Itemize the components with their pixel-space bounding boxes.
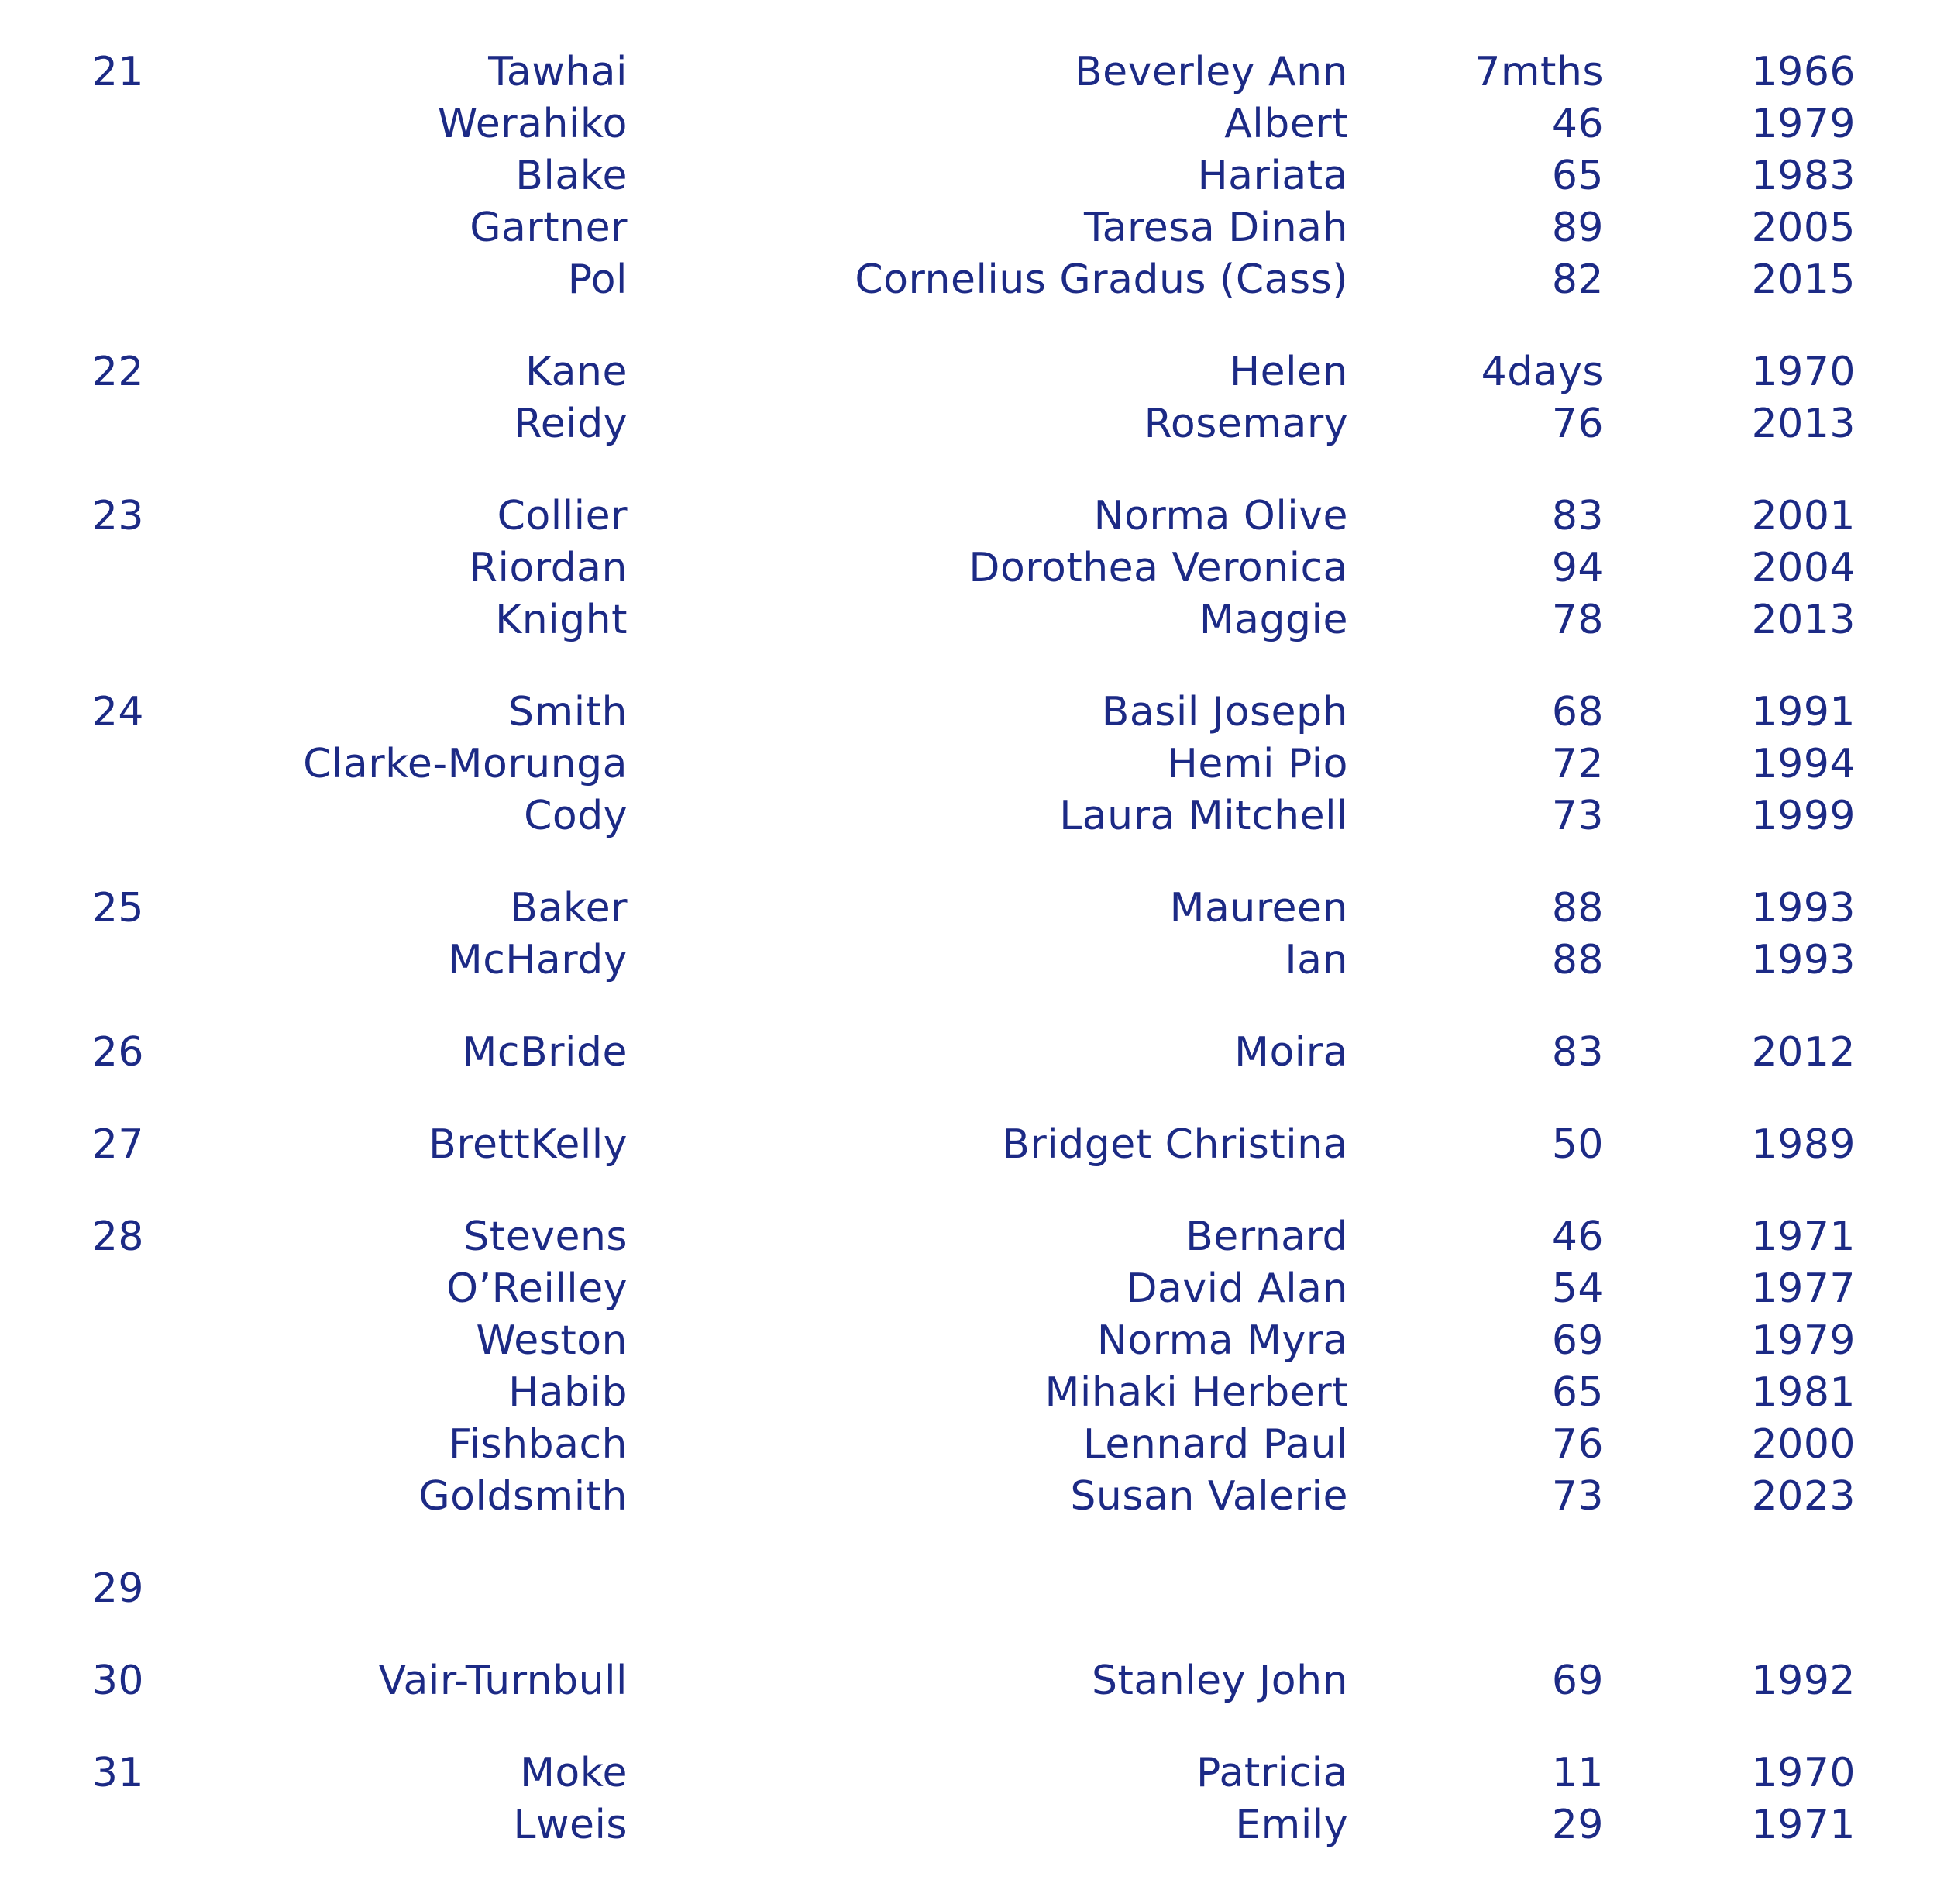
- given-names: Norma Olive: [1093, 493, 1348, 539]
- register-row: [0, 150, 1937, 202]
- given-names: Susan Valerie: [1070, 1473, 1348, 1520]
- given-names: Patricia: [1196, 1750, 1348, 1796]
- surname: Werahiko: [437, 101, 628, 147]
- age: 65: [1551, 153, 1604, 199]
- surname: Knight: [495, 597, 628, 643]
- given-names: Helen: [1230, 349, 1348, 395]
- year-of-death: 2012: [1751, 1029, 1856, 1076]
- surname: Pol: [567, 257, 628, 303]
- age: 88: [1551, 937, 1604, 983]
- day-group: [0, 491, 1937, 646]
- given-names: Lennard Paul: [1082, 1421, 1348, 1468]
- surname: Kane: [525, 349, 628, 395]
- age: 76: [1551, 1421, 1604, 1468]
- register-row: [0, 254, 1937, 306]
- register-row: [0, 1655, 1937, 1707]
- surname: Reidy: [514, 401, 628, 447]
- age: 72: [1551, 741, 1604, 787]
- age: 29: [1551, 1802, 1604, 1848]
- day-number: 27: [91, 1121, 144, 1168]
- register-row: [0, 1419, 1937, 1471]
- age: 88: [1551, 885, 1604, 931]
- given-names: Albert: [1224, 101, 1348, 147]
- year-of-death: 1993: [1751, 937, 1856, 983]
- year-of-death: 1970: [1751, 349, 1856, 395]
- year-of-death: 1999: [1751, 793, 1856, 839]
- register-row: [0, 1211, 1937, 1263]
- surname: Gartner: [470, 205, 628, 251]
- age: 83: [1551, 493, 1604, 539]
- day-number: 31: [91, 1750, 144, 1796]
- age: 83: [1551, 1029, 1604, 1076]
- year-of-death: 2013: [1751, 597, 1856, 643]
- register-row: [0, 1563, 1937, 1615]
- given-names: David Alan: [1126, 1265, 1348, 1312]
- register-row: [0, 398, 1937, 450]
- register-row: [0, 1027, 1937, 1079]
- given-names: Cornelius Gradus (Cass): [855, 257, 1348, 303]
- day-number: 30: [91, 1658, 144, 1704]
- register-row: [0, 883, 1937, 935]
- register-row: [0, 739, 1937, 790]
- register-row: [0, 542, 1937, 594]
- year-of-death: 1970: [1751, 1750, 1856, 1796]
- year-of-death: 1993: [1751, 885, 1856, 931]
- given-names: Dorothea Veronica: [968, 545, 1348, 591]
- day-number: 21: [91, 49, 144, 95]
- year-of-death: 1979: [1751, 1317, 1856, 1364]
- day-group: [0, 1655, 1937, 1707]
- register-row: [0, 346, 1937, 398]
- age: 4days: [1481, 349, 1604, 395]
- surname: Vair-Turnbull: [378, 1658, 628, 1704]
- surname: Clarke-Morunga: [303, 741, 628, 787]
- age: 50: [1551, 1121, 1604, 1168]
- age: 73: [1551, 793, 1604, 839]
- given-names: Basil Joseph: [1101, 689, 1348, 735]
- given-names: Beverley Ann: [1074, 49, 1348, 95]
- register-row: [0, 935, 1937, 986]
- register-row: [0, 46, 1937, 98]
- surname: Smith: [508, 689, 628, 735]
- register-row: [0, 491, 1937, 542]
- register-row: [0, 1747, 1937, 1799]
- register-row: [0, 594, 1937, 646]
- year-of-death: 1966: [1751, 49, 1856, 95]
- day-group: [0, 1563, 1937, 1615]
- given-names: Rosemary: [1144, 401, 1348, 447]
- given-names: Stanley John: [1091, 1658, 1348, 1704]
- age: 73: [1551, 1473, 1604, 1520]
- year-of-death: 2015: [1751, 257, 1856, 303]
- surname: O’Reilley: [446, 1265, 628, 1312]
- day-number: 24: [91, 689, 144, 735]
- age: 69: [1551, 1317, 1604, 1364]
- surname: Weston: [476, 1317, 628, 1364]
- age: 11: [1551, 1750, 1604, 1796]
- year-of-death: 1992: [1751, 1658, 1856, 1704]
- register-row: [0, 790, 1937, 842]
- given-names: Hemi Pio: [1167, 741, 1348, 787]
- surname: Riordan: [469, 545, 628, 591]
- register-row: [0, 1799, 1937, 1851]
- register-row: [0, 98, 1937, 150]
- surname: Tawhai: [488, 49, 628, 95]
- day-group: [0, 1211, 1937, 1523]
- day-number: 23: [91, 493, 144, 539]
- age: 46: [1551, 101, 1604, 147]
- age: 7mths: [1474, 49, 1604, 95]
- surname: Cody: [524, 793, 628, 839]
- surname: Collier: [497, 493, 628, 539]
- surname: Baker: [510, 885, 628, 931]
- register-row: [0, 687, 1937, 739]
- age: 46: [1551, 1214, 1604, 1260]
- year-of-death: 2013: [1751, 401, 1856, 447]
- surname: Lweis: [513, 1802, 628, 1848]
- year-of-death: 1991: [1751, 689, 1856, 735]
- given-names: Maggie: [1199, 597, 1348, 643]
- age: 65: [1551, 1369, 1604, 1416]
- register-row: [0, 1367, 1937, 1419]
- day-group: [0, 1747, 1937, 1851]
- day-group: [0, 46, 1937, 306]
- age: 76: [1551, 401, 1604, 447]
- given-names: Emily: [1235, 1802, 1348, 1848]
- register-row: [0, 1471, 1937, 1523]
- given-names: Ian: [1285, 937, 1348, 983]
- year-of-death: 1971: [1751, 1802, 1856, 1848]
- register-row: [0, 202, 1937, 254]
- year-of-death: 1989: [1751, 1121, 1856, 1168]
- day-number: 25: [91, 885, 144, 931]
- surname: BrettKelly: [428, 1121, 628, 1168]
- day-number: 29: [91, 1565, 144, 1612]
- day-group: [0, 1027, 1937, 1079]
- register-row: [0, 1315, 1937, 1367]
- age: 54: [1551, 1265, 1604, 1312]
- day-group: [0, 1119, 1937, 1171]
- given-names: Moira: [1234, 1029, 1348, 1076]
- surname: McHardy: [447, 937, 628, 983]
- day-group: [0, 687, 1937, 842]
- given-names: Hariata: [1197, 153, 1348, 199]
- register-row: [0, 1119, 1937, 1171]
- given-names: Bridget Christina: [1002, 1121, 1348, 1168]
- year-of-death: 1983: [1751, 153, 1856, 199]
- year-of-death: 1977: [1751, 1265, 1856, 1312]
- year-of-death: 1981: [1751, 1369, 1856, 1416]
- surname: Habib: [508, 1369, 628, 1416]
- surname: Blake: [515, 153, 628, 199]
- given-names: Norma Myra: [1096, 1317, 1348, 1364]
- year-of-death: 2005: [1751, 205, 1856, 251]
- surname: Goldsmith: [418, 1473, 628, 1520]
- year-of-death: 1979: [1751, 101, 1856, 147]
- age: 68: [1551, 689, 1604, 735]
- year-of-death: 2023: [1751, 1473, 1856, 1520]
- given-names: Mihaki Herbert: [1044, 1369, 1348, 1416]
- given-names: Bernard: [1185, 1214, 1348, 1260]
- remembrance-register: [0, 46, 1937, 1851]
- day-number: 28: [91, 1214, 144, 1260]
- year-of-death: 2000: [1751, 1421, 1856, 1468]
- surname: Fishbach: [448, 1421, 628, 1468]
- surname: Moke: [520, 1750, 628, 1796]
- day-group: [0, 883, 1937, 986]
- day-number: 26: [91, 1029, 144, 1076]
- surname: Stevens: [463, 1214, 628, 1260]
- year-of-death: 2004: [1751, 545, 1856, 591]
- given-names: Maureen: [1169, 885, 1348, 931]
- year-of-death: 1971: [1751, 1214, 1856, 1260]
- day-group: [0, 346, 1937, 450]
- age: 89: [1551, 205, 1604, 251]
- age: 78: [1551, 597, 1604, 643]
- surname: McBride: [462, 1029, 628, 1076]
- age: 82: [1551, 257, 1604, 303]
- age: 69: [1551, 1658, 1604, 1704]
- day-number: 22: [91, 349, 144, 395]
- given-names: Laura Mitchell: [1059, 793, 1348, 839]
- given-names: Taresa Dinah: [1083, 205, 1348, 251]
- register-row: [0, 1263, 1937, 1315]
- year-of-death: 2001: [1751, 493, 1856, 539]
- age: 94: [1551, 545, 1604, 591]
- year-of-death: 1994: [1751, 741, 1856, 787]
